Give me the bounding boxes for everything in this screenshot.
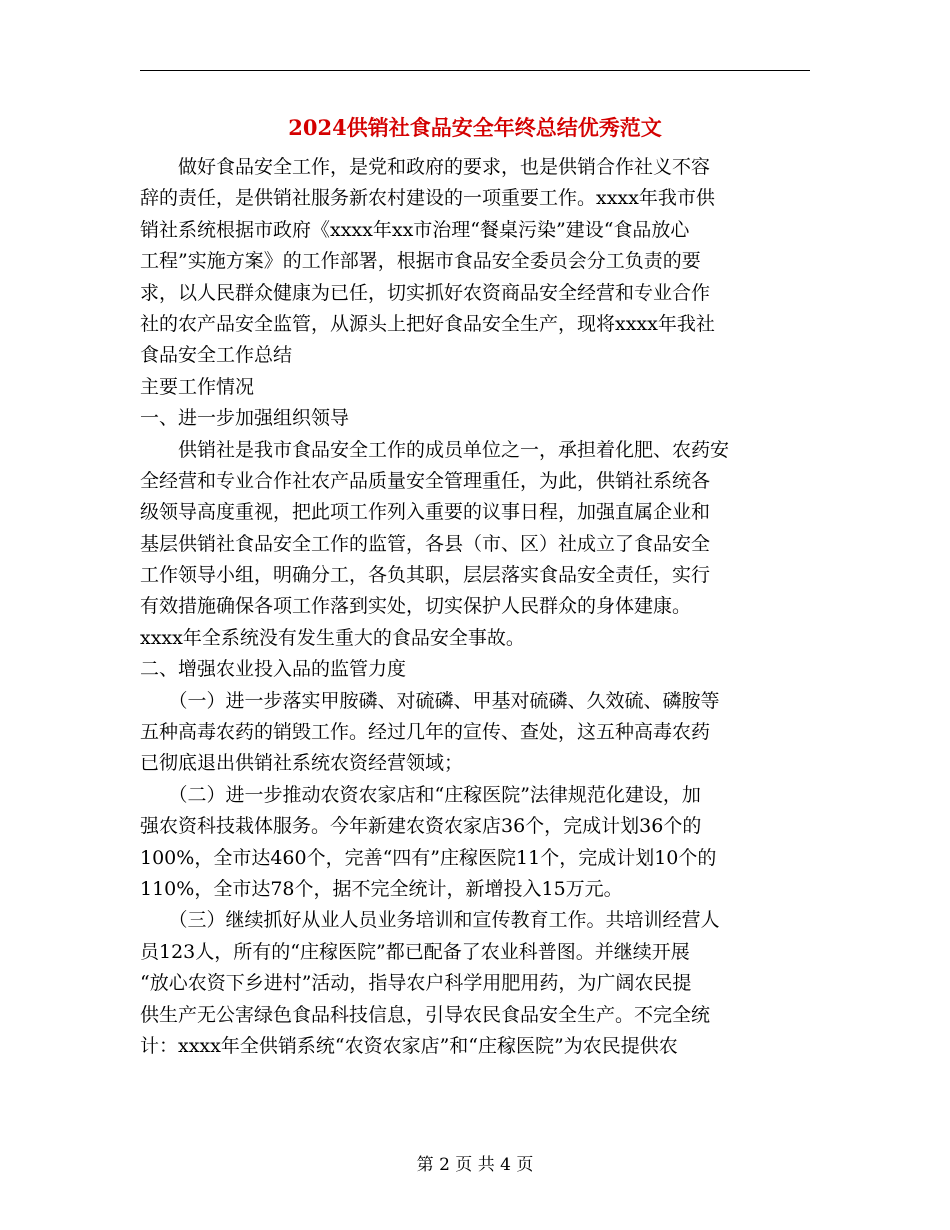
body-line: “放心农资下乡进村”活动，指导农户科学用肥用药，为广阔农民提 [140, 972, 692, 995]
body-line: 社的农产品安全监管，从源头上把好食品安全生产，现将xxxx年我社 [140, 312, 715, 335]
body-line: 一、进一步加强组织领导 [140, 407, 350, 430]
body-line: 工作领导小组，明确分工，各负其职，层层落实食品安全责任，实行 [140, 564, 711, 587]
body-line: 食品安全工作总结 [140, 344, 293, 367]
body-line: 110%，全市达78个，据不完全统计，新增投入15万元。 [140, 877, 623, 900]
body-line: 供生产无公害绿色食品科技信息，引导农民食品安全生产。不完全统 [140, 1003, 711, 1026]
body-line: 全经营和专业合作社农产品质量安全管理重任，为此，供销社系统各 [140, 469, 711, 492]
body-line: 已彻底退出供销社系统农资经营领域； [140, 752, 464, 775]
body-line: 辞的责任，是供销社服务新农村建设的一项重要工作。xxxx年我市供 [140, 187, 715, 210]
body-line: 二、增强农业投入品的监管力度 [140, 658, 407, 681]
body-line: 基层供销社食品安全工作的监管，各县（市、区）社成立了食品安全 [140, 532, 711, 555]
body-line: 强农资科技栽体服务。今年新建农资农家店36个，完成计划36个的 [140, 815, 702, 838]
body-line: 员123人，所有的“庄稼医院”都已配备了农业科普图。并继续开展 [140, 940, 690, 963]
body-line: xxxx年全系统没有发生重大的食品安全事故。 [140, 626, 525, 649]
header-rule [140, 70, 810, 71]
body-line: 做好食品安全工作，是党和政府的要求，也是供销合作社义不容 [140, 156, 711, 178]
body-line: 100%，全市达460个，完善“四有”庄稼医院11个，完成计划10个的 [140, 846, 717, 869]
body-line: （一）进一步落实甲胺磷、对硫磷、甲基对硫磷、久效硫、磷胺等 [140, 689, 720, 712]
body-line: 工程”实施方案》的工作部署，根据市食品安全委员会分工负责的要 [140, 250, 701, 273]
body-line: 主要工作情况 [140, 375, 255, 398]
body-line: 级领导高度重视，把此项工作列入重要的议事日程，加强直属企业和 [140, 501, 711, 524]
body-line: 销社系统根据市政府《xxxx年xx市治理“餐桌污染”建设“食品放心 [140, 218, 690, 241]
body-line: 有效措施确保各项工作落到实处，切实保护人民群众的身体建康。 [140, 595, 692, 618]
document-title: 2024供销社食品安全年终总结优秀范文 [288, 115, 662, 140]
body-line: 求，以人民群众健康为已任，切实抓好农资商品安全经营和专业合作 [140, 281, 711, 304]
body-line: 计：xxxx年全供销系统“农资农家店”和“庄稼医院”为农民提供农 [140, 1034, 678, 1057]
page-footer: 第 2 页 共 4 页 [416, 1155, 534, 1175]
body-line: （三）继续抓好从业人员业务培训和宣传教育工作。共培训经营人 [140, 909, 720, 932]
document-body [140, 152, 810, 1062]
body-line: （二）进一步推动农资农家店和“庄稼医院”法律规范化建设，加 [140, 783, 701, 806]
body-line: 供销社是我市食品安全工作的成员单位之一，承担着化肥、农药安 [140, 438, 730, 461]
body-line: 五种高毒农药的销毁工作。经过几年的宣传、查处，这五种高毒农药 [140, 721, 711, 744]
